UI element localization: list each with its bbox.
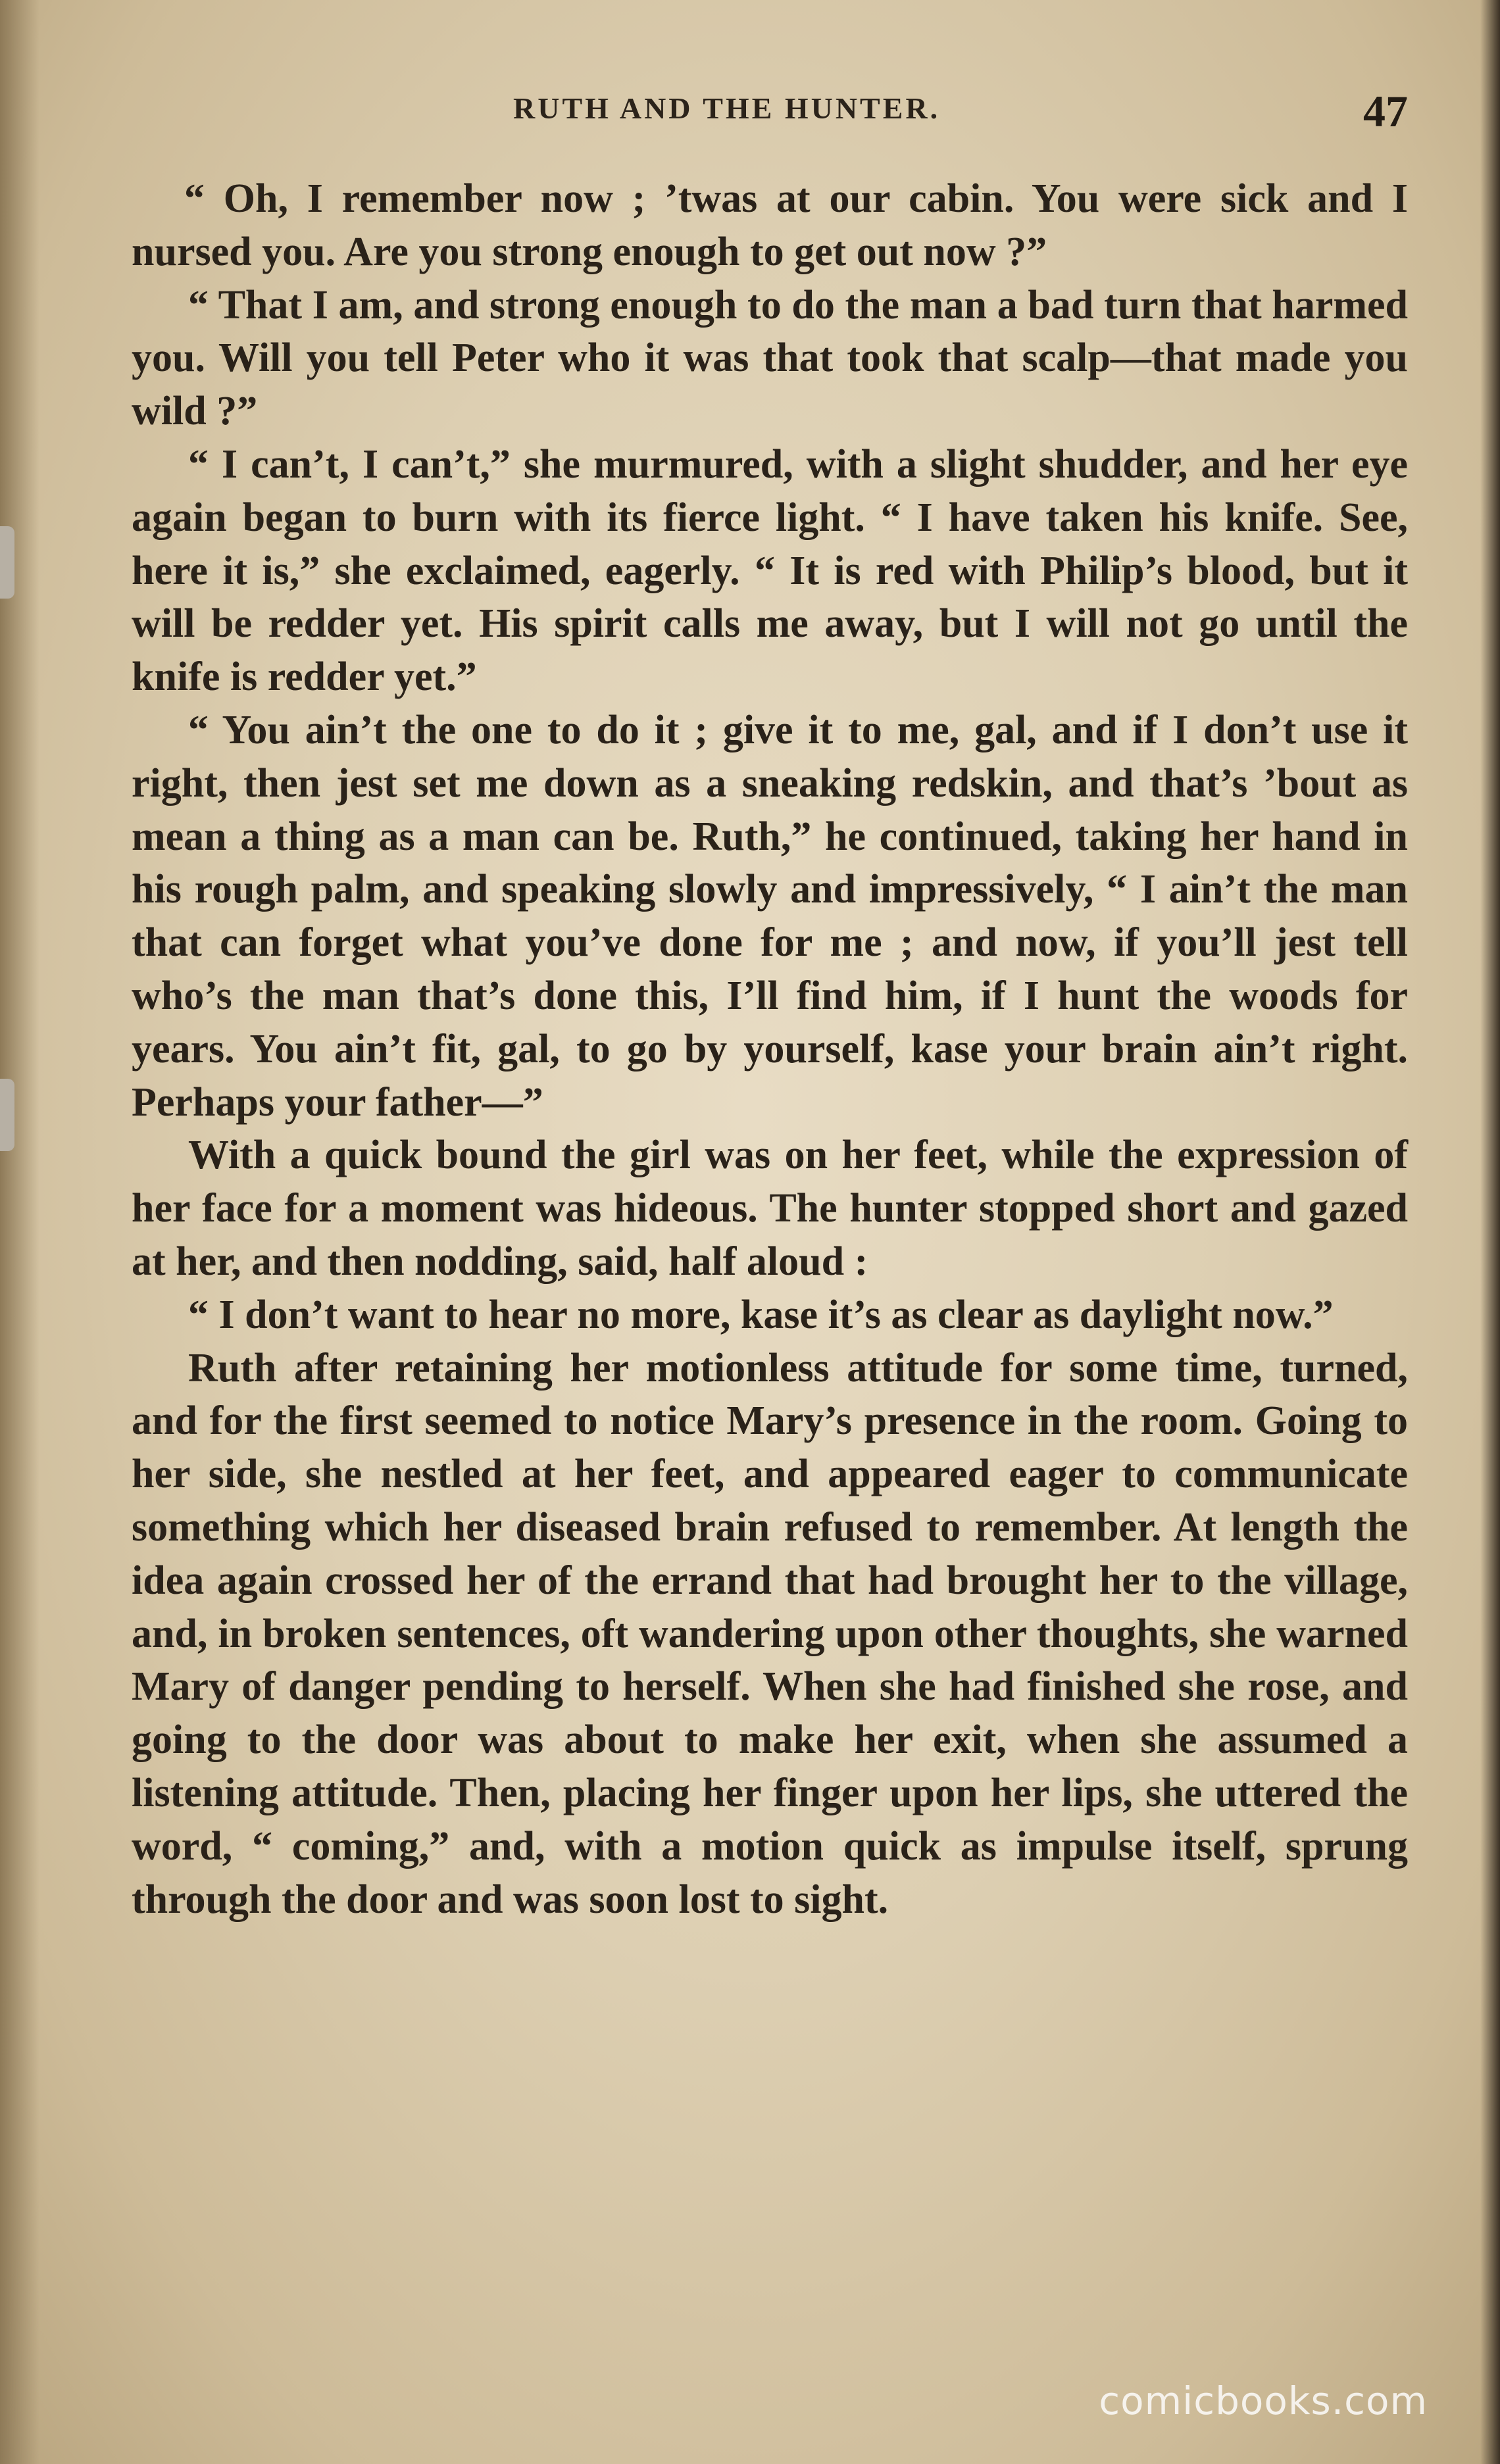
- paragraph: “ I can’t, I can’t,” she murmured, with a slight shudder, and her eye again began to burn with its fierce light. “ I have taken his knife. See, here it is,” she exclaimed, eagerly. “ It is red with Philip’s blood, but it will be redder yet. His spirit calls me away, but I will not go until the knife is redder yet.”: [132, 441, 1408, 700]
- paragraph: “ I don’t want to hear no more, kase it’s as clear as daylight now.”: [188, 1292, 1334, 1337]
- paragraph: “ That I am, and strong enough to do the man a bad turn that harmed you. Will you tell Peter who it was that took that scalp—that made you wild ?”: [132, 282, 1408, 434]
- paragraph: “ Oh, I remember now ; ’twas at our cabin. You were sick and I nursed you. Are you strong enough to get out now ?”: [132, 176, 1408, 274]
- page-number: 47: [1363, 86, 1408, 136]
- paragraph: Ruth after retaining her motionless attitude for some time, turned, and for the first seemed to notice Mary’s presence in the room. Going to her side, she nestled at her feet, and appeared eager to communicate something which her diseased brain refused to remember. At length the idea again crossed her of the errand that had brought her to the village, and, in broken sentences, oft wandering upon other thoughts, she warned Mary of danger pending to herself. When she had finished she rose, and going to the door was about to make her exit, when she assumed a listening attitude. Then, placing her finger upon her lips, she uttered the word, “ coming,” and, with a motion quick as impulse itself, sprung through the door and was soon lost to sight.: [132, 1345, 1408, 1922]
- paragraph: With a quick bound the girl was on her feet, while the expression of her face for a moment was hideous. The hunter stopped short and gazed at her, and then nodding, said, half aloud :: [132, 1133, 1408, 1284]
- binding-thread-mark: [0, 526, 14, 599]
- site-watermark: comicbooks.com: [1099, 2378, 1428, 2423]
- body-text: [132, 172, 1408, 1926]
- binding-thread-mark: [0, 1079, 14, 1151]
- paragraph: “ You ain’t the one to do it ; give it to me, gal, and if I don’t use it right, then jest set me down as a sneaking redskin, and that’s ’bout as mean a thing as a man can be. Ruth,” he continued, taking her hand in his rough palm, and speaking slowly and impressively, “ I ain’t the man that can forget what you’ve done for me ; and now, if you’ll jest tell who’s the man that’s done this, I’ll find him, if I hunt the woods for years. You ain’t fit, gal, to go by yourself, kase your brain ain’t right. Perhaps your father—”: [132, 707, 1408, 1125]
- running-head: RUTH AND THE HUNTER.: [513, 91, 941, 125]
